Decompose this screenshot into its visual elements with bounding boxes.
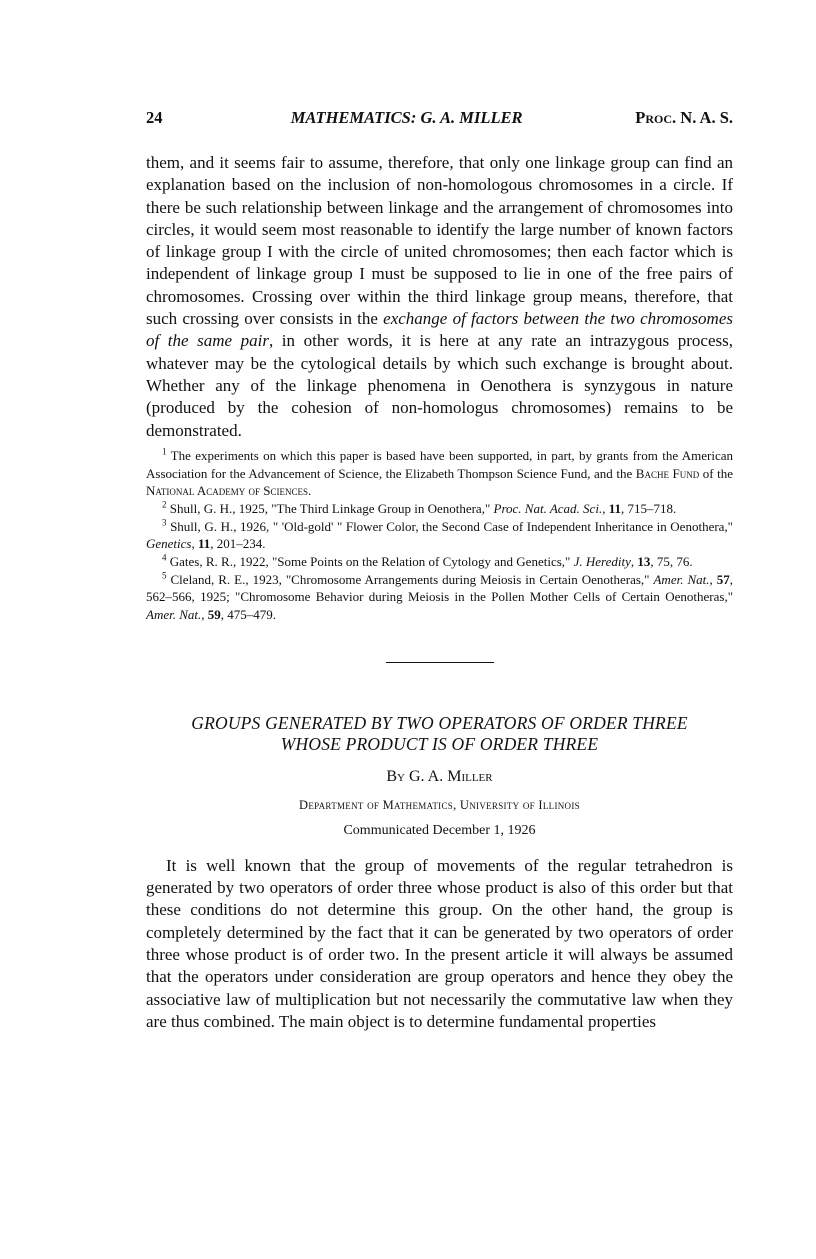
- footnote-journal: Amer. Nat.: [653, 571, 710, 587]
- footnote-text: Bache Fund: [635, 465, 700, 481]
- footnote-text: , 75, 76.: [650, 554, 693, 570]
- footnotes: [146, 447, 733, 624]
- footnote-text: , 475–479.: [220, 607, 276, 623]
- paragraph-emphasis: exchange of factors between the two chromosomes of the same pair: [146, 309, 733, 351]
- footnote-text: Gates, R. R., 1922, "Some Points on the Relation of Cytology and Genetics,": [169, 554, 574, 570]
- footnote-text: The experiments on which this paper is based have been supported, in part, by grants from the American Association for the Advancement of Science, the Elizabeth Thompson Science Fund, and the: [146, 447, 733, 481]
- footnote-text: of the: [699, 465, 734, 481]
- footnote-1: [146, 447, 733, 500]
- footnote-number: 1: [162, 446, 167, 457]
- article-title: [146, 713, 733, 756]
- footnote-text: Shull, G. H., 1925, "The Third Linkage Group in Oenothera,": [169, 500, 494, 516]
- article-title-line: GROUPS GENERATED BY TWO OPERATORS OF ORDER THREE: [191, 712, 688, 733]
- article-paragraph: It is well known that the group of movements of the regular tetrahedron is generated by two operators of order three whose product is also of this order but that these conditions do not determine this group. On the other hand, the group is completely determined by the fact that it can be generated by two operators of order three whose product is of order two. In the present article it will always be assumed that the operators under consideration are group operators and hence they obey the associative law of multiplication but not necessarily the commutative law when they are thus combined. The main object is to determine fundamental properties: [146, 855, 733, 1031]
- footnote-text: , 562–566, 1925; "Chromosome Behavior during Meiosis in the Pollen Mother Cells of Certain Oenotheras,": [146, 571, 734, 605]
- article-affiliation: Department of Mathematics, University of Illinois: [299, 797, 580, 812]
- footnote-text: ,: [191, 536, 198, 552]
- paragraph-text: , in other words, it is here at any rate an intrazygous process, whatever may be the cytological details by which such exchange is brought about. Whether any of the linkage phenomena in Oenothera is synzygous in nature (produced by the cohesion of non-homologus chromosomes) remains to be demonstrated.: [146, 331, 733, 440]
- page-number: 24: [146, 108, 163, 127]
- footnote-volume: 11: [197, 536, 211, 552]
- footnote-volume: 59: [207, 607, 221, 623]
- footnote-text: ,: [709, 571, 717, 587]
- footnote-3: [146, 518, 733, 553]
- footnote-journal: Proc. Nat. Acad. Sci.: [493, 500, 603, 516]
- footnote-volume: 11: [608, 500, 621, 516]
- footnote-2: [146, 500, 733, 518]
- footnote-journal: Amer. Nat.: [146, 607, 202, 623]
- footnote-number: 4: [162, 552, 167, 563]
- footnote-number: 2: [162, 499, 167, 510]
- continued-paragraph: [146, 152, 733, 442]
- footnote-text: Shull, G. H., 1926, " 'Old-gold' " Flower Color, the Second Case of Independent Inheritance in Oenothera,": [170, 518, 733, 534]
- footnote-4: [146, 553, 733, 571]
- footnote-text: National Academy of Sciences: [146, 483, 309, 499]
- footnote-text: ,: [602, 500, 609, 516]
- footnote-volume: 13: [637, 554, 651, 570]
- footnote-journal: J. Heredity: [573, 554, 631, 570]
- article-byline: By G. A. Miller: [386, 767, 493, 785]
- running-title: MATHEMATICS: G. A. MILLER: [290, 108, 523, 127]
- journal-name: Proc. N. A. S.: [635, 108, 733, 127]
- footnote-text: ,: [630, 554, 638, 570]
- footnote-number: 5: [162, 570, 167, 581]
- footnote-text: ,: [201, 607, 208, 623]
- footnote-5: [146, 571, 733, 624]
- page: [146, 108, 733, 1033]
- communicated-date: Communicated December 1, 1926: [343, 822, 536, 838]
- footnote-text: , 201–234.: [210, 536, 266, 552]
- footnote-journal: Genetics: [146, 536, 192, 552]
- running-header: [146, 108, 733, 132]
- footnote-volume: 57: [716, 571, 730, 587]
- footnote-text: .: [308, 483, 312, 499]
- paragraph-text: them, and it seems fair to assume, therefore, that only one linkage group can find an explanation based on the inclusion of non-homologous chromosomes in a circle. If there be such relationship between linkage and the arrangement of chromosomes into circles, it would seem most reasonable to identify the large number of known factors of linkage group I with the circle of united chromosomes; then each factor which is independent of linkage group I must be supposed to lie in one of the free pairs of chromosomes. Crossing over within the third linkage group means, therefore, that such crossing over consists in the: [146, 153, 733, 329]
- footnote-number: 3: [162, 517, 167, 528]
- footnote-text: Cleland, R. E., 1923, "Chromosome Arrangements during Meiosis in Certain Oenotheras,": [170, 571, 654, 587]
- section-divider: [386, 662, 494, 663]
- footnote-text: , 715–718.: [621, 500, 677, 516]
- article-title-line: WHOSE PRODUCT IS OF ORDER THREE: [280, 734, 599, 755]
